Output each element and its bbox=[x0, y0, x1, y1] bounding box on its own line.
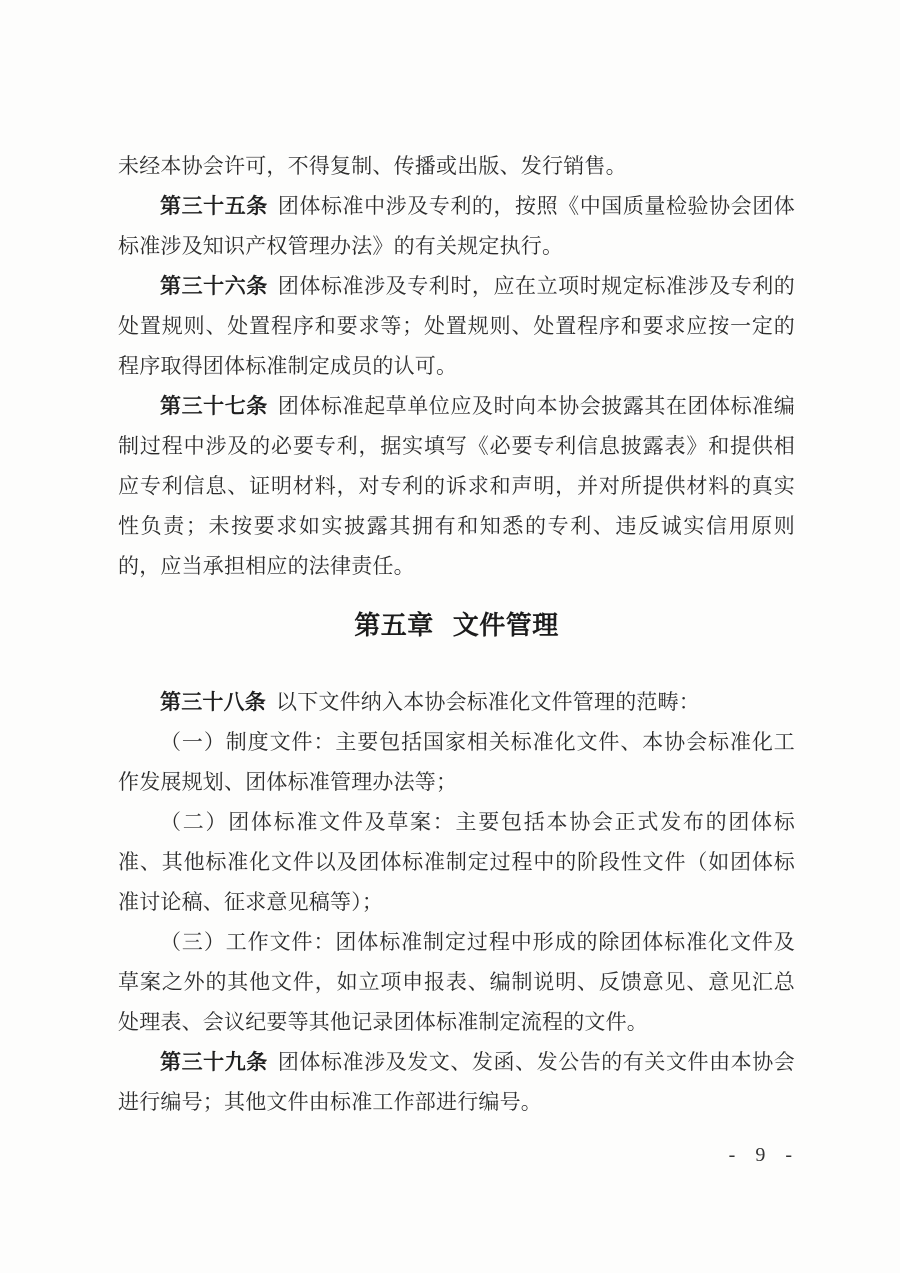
paragraph-text: 未经本协会许可，不得复制、传播或出版、发行销售。 bbox=[118, 154, 627, 178]
article-number: 第三十七条 bbox=[160, 394, 268, 418]
paragraph bbox=[118, 146, 795, 186]
paragraph-text: 以下文件纳入本协会标准化文件管理的范畴： bbox=[276, 690, 700, 714]
paragraph-text: 团体标准起草单位应及时向本协会披露其在团体标准编制过程中涉及的必要专利，据实填写《必要专利信息披露表》和提供相应专利信息、证明材料，对专利的诉求和声明，并对所提供材料的真实性负责；未按要求如实披露其拥有和知悉的专利、违反诚实信用原则的，应当承担相应的法律责任。 bbox=[118, 394, 795, 578]
paragraph-item-1 bbox=[118, 722, 795, 802]
paragraph-text: （二）团体标准文件及草案：主要包括本协会正式发布的团体标准、其他标准化文件以及团体标准制定过程中的阶段性文件（如团体标准讨论稿、征求意见稿等）； bbox=[118, 810, 795, 914]
paragraph-text: （一）制度文件：主要包括国家相关标准化文件、本协会标准化工作发展规划、团体标准管理办法等； bbox=[118, 730, 795, 794]
paragraph-article-35 bbox=[118, 186, 795, 266]
paragraph-text: 团体标准涉及专利时，应在立项时规定标准涉及专利的处置规则、处置程序和要求等；处置规则、处置程序和要求应按一定的程序取得团体标准制定成员的认可。 bbox=[118, 274, 795, 378]
article-number: 第三十六条 bbox=[160, 274, 268, 298]
paragraph-item-3 bbox=[118, 922, 795, 1042]
paragraph-article-38 bbox=[118, 682, 795, 722]
paragraph-article-36 bbox=[118, 266, 795, 386]
paragraph-item-2 bbox=[118, 802, 795, 922]
paragraph-text: 团体标准涉及发文、发函、发公告的有关文件由本协会进行编号；其他文件由标准工作部进行编号。 bbox=[118, 1050, 795, 1114]
article-number: 第三十九条 bbox=[160, 1050, 268, 1074]
article-number: 第三十五条 bbox=[160, 194, 268, 218]
paragraph-text: （三）工作文件：团体标准制定过程中形成的除团体标准化文件及草案之外的其他文件，如立项申报表、编制说明、反馈意见、意见汇总处理表、会议纪要等其他记录团体标准制定流程的文件。 bbox=[118, 930, 795, 1034]
article-number: 第三十八条 bbox=[160, 690, 266, 714]
paragraph-article-37 bbox=[118, 386, 795, 586]
page-number: - 9 - bbox=[728, 1144, 795, 1166]
paragraph-article-39 bbox=[118, 1042, 795, 1122]
paragraph-text: 团体标准中涉及专利的，按照《中国质量检验协会团体标准涉及知识产权管理办法》的有关规定执行。 bbox=[118, 194, 795, 258]
chapter-heading: 第五章 文件管理 bbox=[354, 611, 559, 640]
